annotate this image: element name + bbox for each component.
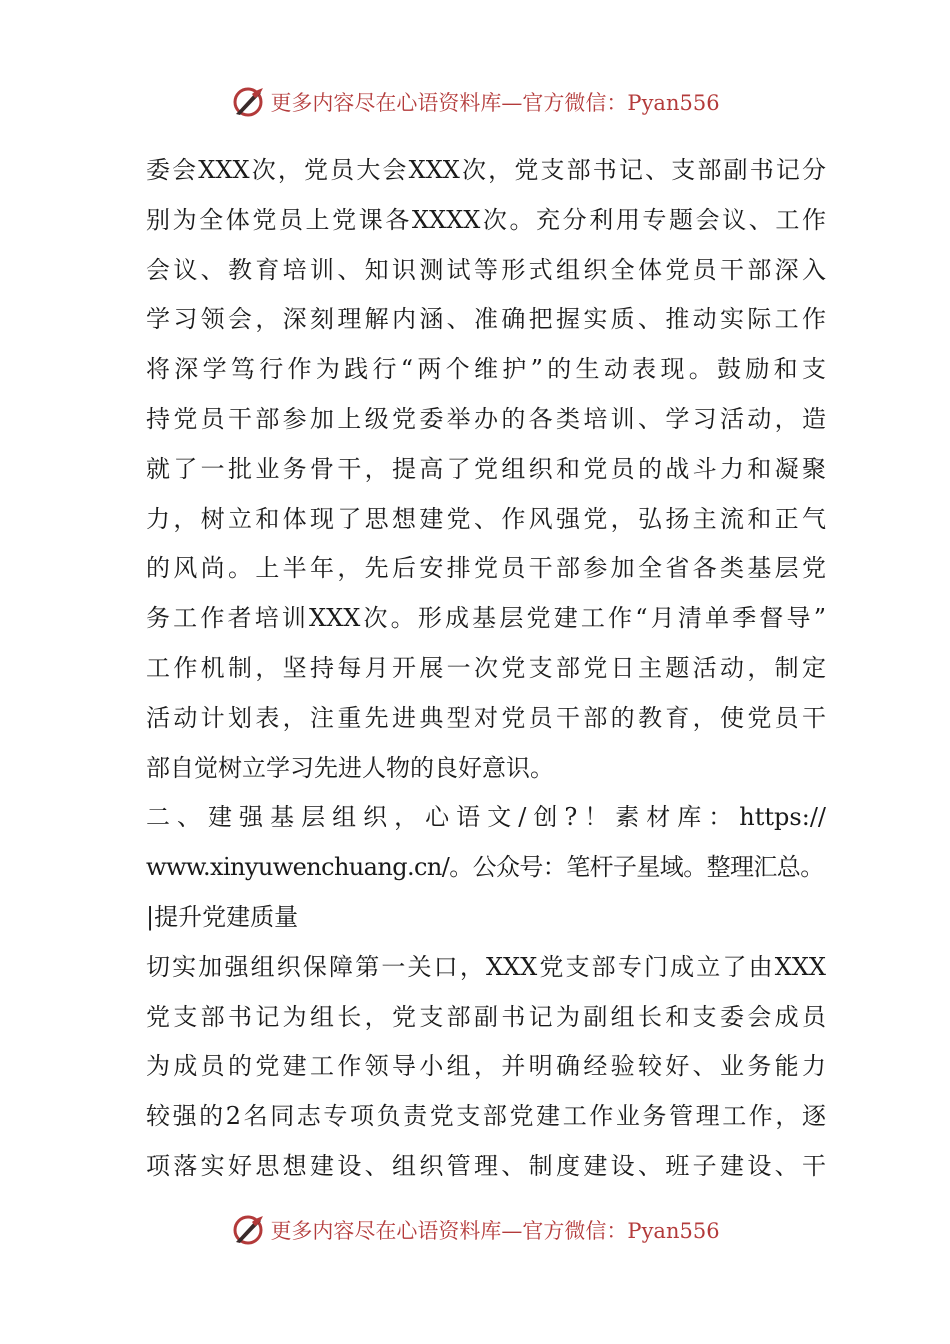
text-line: 力，树立和体现了思想建党、作风强党，弘扬主流和正气 — [146, 504, 826, 533]
text-line: 较强的2名同志专项负责党支部党建工作业务管理工作，逐 — [146, 1102, 826, 1131]
watermark-text: 更多内容尽在心语资料库—官方微信：Pyan556 — [270, 1219, 720, 1243]
header-watermark-banner — [0, 82, 950, 122]
quill-logo-icon — [230, 1212, 266, 1248]
text-line: 务工作者培训XXX次。形成基层党建工作“月清单季督导” — [146, 604, 826, 633]
text-line: 就了一批业务骨干，提高了党组织和党员的战斗力和凝聚 — [146, 454, 826, 483]
text-line: 学习领会，深刻理解内涵、准确把握实质、推动实际工作 — [146, 305, 826, 334]
text-line: 活动计划表，注重先进典型对党员干部的教育，使党员干 — [146, 703, 826, 732]
text-line: 将深学笃行作为践行“两个维护”的生动表现。鼓励和支 — [146, 355, 826, 384]
url-line: www.xinyuwenchuang.cn/。公众号：笔杆子星域。整理汇总。 — [146, 853, 824, 882]
section-heading-line: 二、建强基层组织，心语文/创?！素材库：https:// — [146, 803, 826, 832]
text-line: 别为全体党员上党课各XXXX次。充分利用专题会议、工作 — [146, 205, 826, 234]
text-line: 会议、教育培训、知识测试等形式组织全体党员干部深入 — [146, 255, 826, 284]
text-line: 项落实好思想建设、组织管理、制度建设、班子建设、干 — [146, 1151, 826, 1180]
text-line: 切实加强组织保障第一关口，XXX党支部专门成立了由XXX — [146, 952, 826, 981]
document-body — [146, 146, 826, 1192]
text-line: 部自觉树立学习先进人物的良好意识。 — [146, 753, 554, 782]
section-heading-line: |提升党建质量 — [146, 902, 299, 931]
text-line: 为成员的党建工作领导小组，并明确经验较好、业务能力 — [146, 1052, 826, 1081]
footer-watermark-banner — [0, 1210, 950, 1250]
text-line: 的风尚。上半年，先后安排党员干部参加全省各类基层党 — [146, 554, 826, 583]
text-line: 持党员干部参加上级党委举办的各类培训、学习活动，造 — [146, 404, 826, 433]
text-line: 党支部书记为组长，党支部副书记为副组长和支委会成员 — [146, 1002, 826, 1031]
watermark-text: 更多内容尽在心语资料库—官方微信：Pyan556 — [270, 91, 720, 115]
quill-logo-icon — [230, 84, 266, 120]
text-line: 工作机制，坚持每月开展一次党支部党日主题活动，制定 — [146, 653, 826, 682]
text-line: 委会XXX次，党员大会XXX次，党支部书记、支部副书记分 — [146, 156, 826, 184]
